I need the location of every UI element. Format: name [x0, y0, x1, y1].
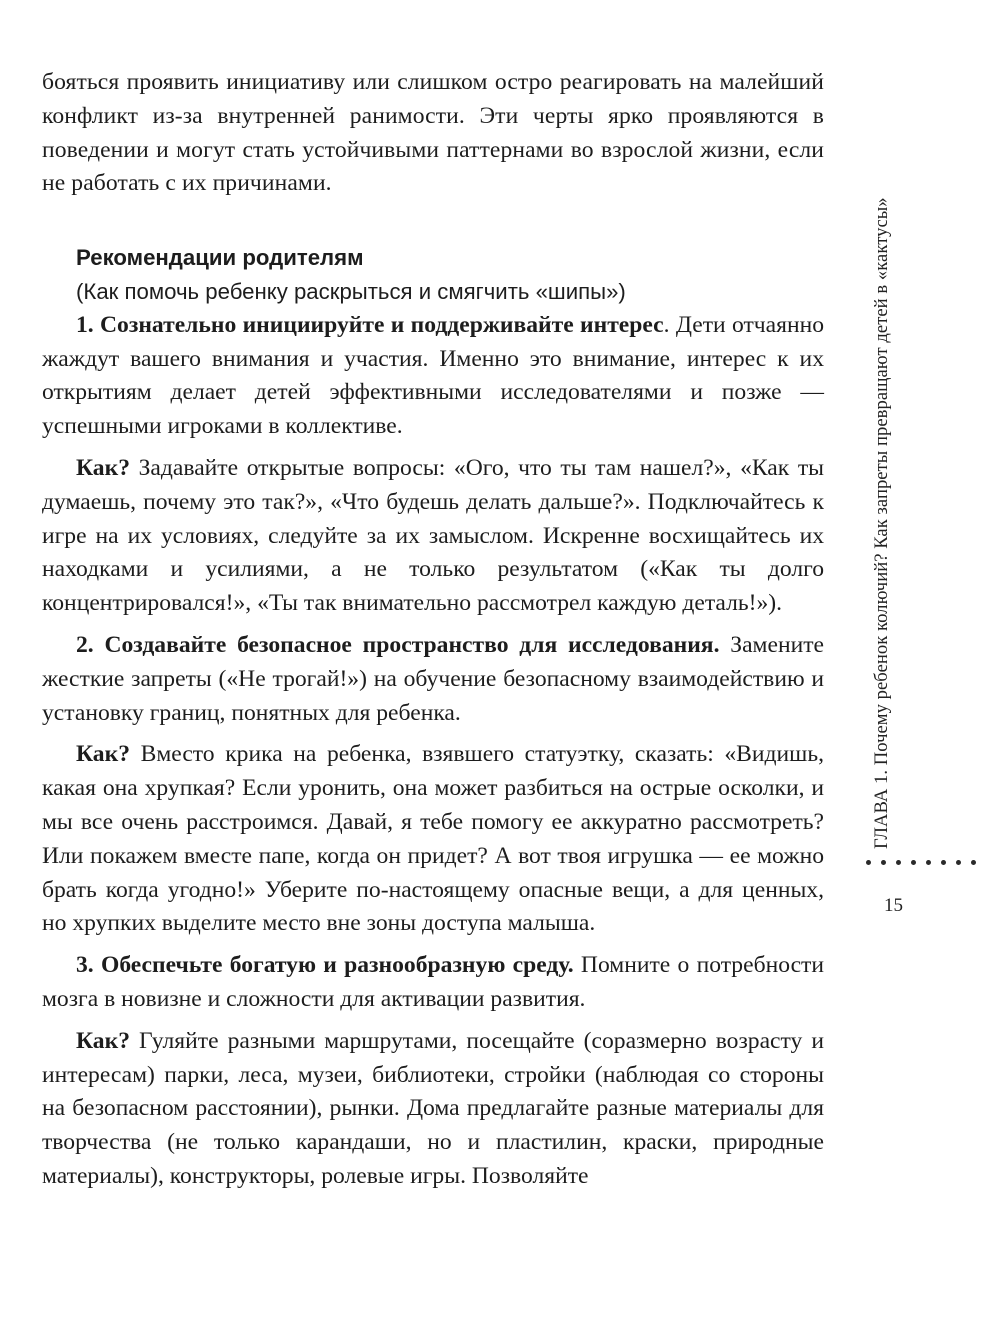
recommendation-3-how	[42, 1025, 824, 1194]
main-text-column	[42, 66, 824, 1194]
divider-dot	[911, 860, 916, 865]
divider-dot	[866, 860, 871, 865]
section-subheading: (Как помочь ребенку раскрыться и смягчить «шипы»)	[76, 278, 626, 304]
divider-dot	[971, 860, 976, 865]
divider-dot	[956, 860, 961, 865]
divider-dot	[881, 860, 886, 865]
how-label: Как?	[76, 741, 130, 768]
page-number: 15	[884, 895, 903, 916]
recommendation-3-text: Помните о потребности мозга в новизне и сложности для активации развития.	[42, 952, 824, 1012]
running-chapter-title: ГЛАВА 1. Почему ребенок колючий? Как запреты превращают детей в «кактусы»	[871, 197, 892, 849]
recommendation-3-how-text: Гуляйте разными маршрутами, посещайте (соразмерно возрасту и интересам) парки, леса, музеи, библиотеки, стройки (наблюдая со стороны на безопасном расстоянии), рынки. Дома предлагайте разные материалы для творчества (не только карандаши, но и пластилин, краски, природные материалы), конструкторы, ролевые игры. Позволяйте	[42, 1027, 824, 1189]
recommendation-2	[42, 629, 824, 730]
recommendation-1-how-text: Задавайте открытые вопросы: «Ого, что ты там нашел?», «Как ты думаешь, почему это так?», «Что будешь делать дальше?». Подключайтесь к игре на их условиях, следуйте за их замыслом. Искренне восхищайтесь их находками и усилиями, а не только результатом («Как ты долго концентрировался!», «Ты так внимательно рассмотрел каждую деталь!»).	[42, 454, 824, 617]
dotted-divider	[866, 860, 976, 865]
how-label: Как?	[76, 454, 130, 481]
recommendation-2-title: 2. Создавайте безопасное пространство для исследования.	[76, 631, 720, 658]
recommendation-3-title: 3. Обеспечьте богатую и разнообразную среду.	[76, 952, 574, 979]
divider-dot	[896, 860, 901, 865]
recommendation-1	[42, 309, 824, 444]
recommendation-1-title: 1. Сознательно инициируйте и поддерживайте интерес	[76, 311, 664, 338]
section-heading: Рекомендации родителям	[76, 245, 364, 271]
how-label: Как?	[76, 1027, 130, 1054]
divider-dot	[941, 860, 946, 865]
recommendation-1-how	[42, 452, 824, 621]
recommendation-1-text: . Дети отчаянно жаждут вашего внимания и участия. Именно это внимание, интерес к их открытиям делает детей эффективными исследователями и позже — успешными игроками в коллективе.	[42, 311, 824, 440]
recommendation-3	[42, 949, 824, 1017]
divider-dot	[926, 860, 931, 865]
paragraph-continuation: бояться проявить инициативу или слишком остро реагировать на малейший конфликт из-за внутренней ранимости. Эти черты ярко проявляются в поведении и могут стать устойчивыми паттернами во взрослой жизни, если не работать с их причинами.	[42, 69, 824, 197]
recommendation-2-text: Замените жесткие запреты («Не трогай!») на обучение безопасному взаимодействию и установку границ, понятных для ребенка.	[42, 631, 824, 726]
recommendation-2-how-text: Вместо крика на ребенка, взявшего статуэтку, сказать: «Видишь, какая она хрупкая? Если уронить, она может разбиться на острые осколки, и мы все очень расстроимся. Давай, я тебе помогу ее аккуратно рассмотреть? Или покажем вместе папе, когда он придет? А вот твоя игрушка — ее можно брать когда угодно!» Уберите по-настоящему опасные вещи, а для ценных, но хрупких выделите место вне зоны доступа малыша.	[42, 741, 824, 937]
recommendation-2-how	[42, 738, 824, 941]
